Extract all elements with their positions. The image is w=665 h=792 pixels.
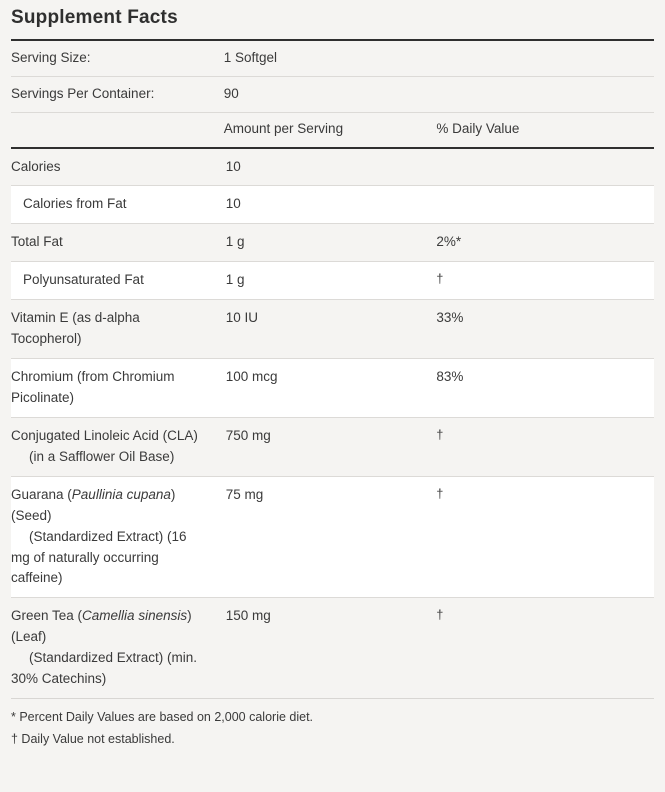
nutrient-daily-value <box>436 148 654 186</box>
nutrient-amount: 150 mg <box>224 598 437 698</box>
nutrient-daily-value <box>436 186 654 224</box>
servings-per-container-row <box>11 76 654 112</box>
footnotes <box>11 699 654 755</box>
nutrient-name: Polyunsaturated Fat <box>11 262 224 300</box>
column-header-amount: Amount per Serving <box>224 112 437 147</box>
table-row <box>11 300 654 359</box>
nutrient-daily-value: 2%* <box>436 224 654 262</box>
table-row <box>11 262 654 300</box>
column-header-daily-value: % Daily Value <box>436 112 654 147</box>
nutrient-name: Vitamin E (as d-alpha Tocopherol) <box>11 300 224 359</box>
servings-per-container-value: 90 <box>224 76 437 112</box>
table-row <box>11 417 654 476</box>
table-row <box>11 476 654 598</box>
nutrient-daily-value: 33% <box>436 300 654 359</box>
table-row <box>11 186 654 224</box>
servings-per-container-spacer <box>436 76 654 112</box>
serving-size-spacer <box>436 41 654 76</box>
supplement-facts-table <box>11 41 654 698</box>
table-row <box>11 598 654 698</box>
nutrient-name: Guarana (Paullinia cupana) (Seed) (Standardized Extract) (16 mg of naturally occurring caffeine) <box>11 476 224 598</box>
nutrient-daily-value: † <box>436 262 654 300</box>
nutrient-amount: 1 g <box>224 262 437 300</box>
column-header-name <box>11 112 224 147</box>
nutrient-daily-value: 83% <box>436 359 654 418</box>
nutrient-daily-value: † <box>436 417 654 476</box>
nutrient-amount: 1 g <box>224 224 437 262</box>
nutrient-amount: 10 IU <box>224 300 437 359</box>
serving-size-row <box>11 41 654 76</box>
table-row <box>11 224 654 262</box>
nutrient-name: Calories from Fat <box>11 186 224 224</box>
table-row <box>11 148 654 186</box>
table-row <box>11 359 654 418</box>
nutrient-daily-value: † <box>436 598 654 698</box>
serving-size-value: 1 Softgel <box>224 41 437 76</box>
footnote-percent-daily-values: * Percent Daily Values are based on 2,000 calorie diet. <box>11 710 314 725</box>
nutrient-name: Conjugated Linoleic Acid (CLA) (in a Safflower Oil Base) <box>11 417 224 476</box>
serving-size-label: Serving Size: <box>11 41 224 76</box>
footnote-daily-value-not-established: † Daily Value not established. <box>11 731 175 746</box>
page-title: Supplement Facts <box>11 7 178 28</box>
nutrient-amount: 75 mg <box>224 476 437 598</box>
nutrient-daily-value: † <box>436 476 654 598</box>
nutrient-name: Calories <box>11 148 224 186</box>
nutrient-amount: 750 mg <box>224 417 437 476</box>
column-header-row <box>11 112 654 147</box>
nutrient-name: Green Tea (Camellia sinensis) (Leaf) (Standardized Extract) (min. 30% Catechins) <box>11 598 224 698</box>
nutrient-amount: 10 <box>224 186 437 224</box>
nutrient-amount: 100 mcg <box>224 359 437 418</box>
nutrient-name: Total Fat <box>11 224 224 262</box>
nutrient-amount: 10 <box>224 148 437 186</box>
servings-per-container-label: Servings Per Container: <box>11 76 224 112</box>
nutrient-name: Chromium (from Chromium Picolinate) <box>11 359 224 418</box>
